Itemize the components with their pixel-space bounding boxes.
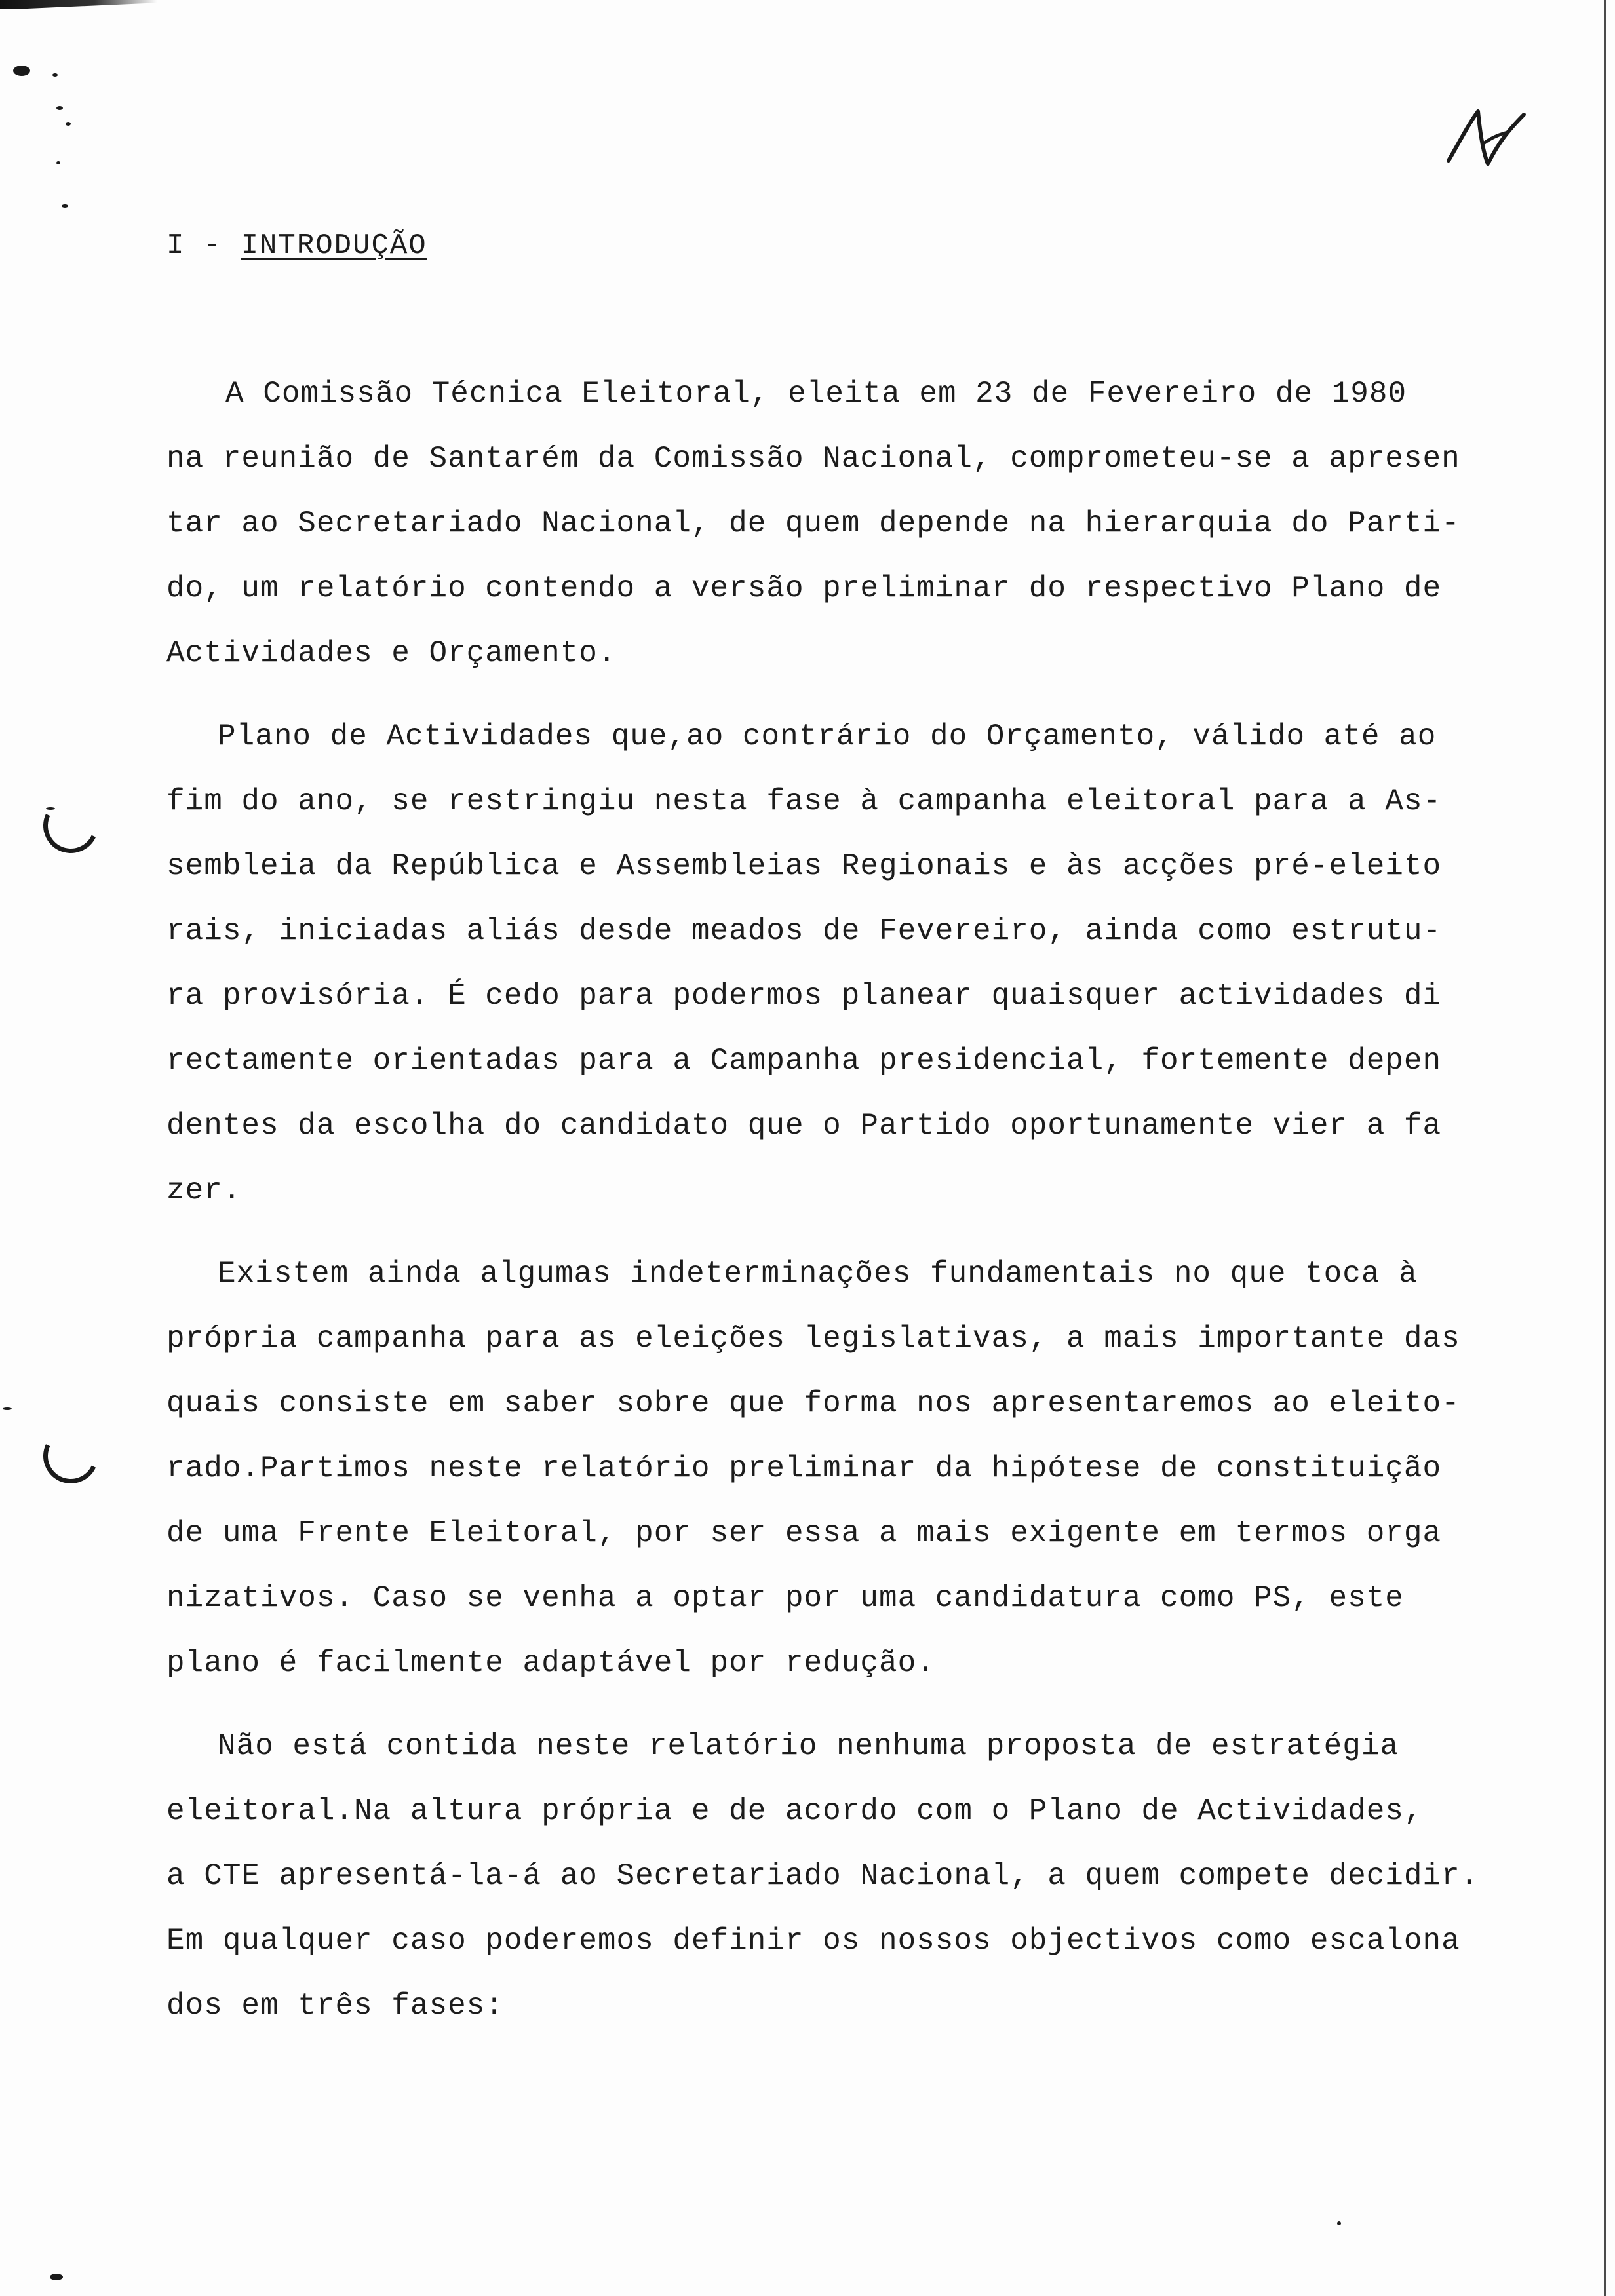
text-line: Não está contida neste relatório nenhuma proposta de estratégia <box>218 1729 1399 1763</box>
scan-speck <box>1337 2221 1341 2225</box>
text-line: eleitoral.Na altura própria e de acordo com o Plano de Actividades, <box>166 1794 1423 1828</box>
handwritten-initials <box>1442 98 1534 177</box>
punch-hole-mark <box>35 1421 106 1491</box>
text-line: na reunião de Santarém da Comissão Nacional, comprometeu-se a apresen <box>166 442 1460 476</box>
paragraph <box>166 362 1530 686</box>
paragraph <box>166 704 1530 1223</box>
heading-title: INTRODUÇÃO <box>241 229 427 262</box>
text-line: Actividades e Orçamento. <box>166 636 617 670</box>
text-line: rais, iniciadas aliás desde meados de Fevereiro, ainda como estrutu- <box>166 914 1442 948</box>
text-line: rado.Partimos neste relatório preliminar da hipótese de constituição <box>166 1451 1442 1485</box>
text-line: sembleia da República e Assembleias Regionais e às acções pré-eleito <box>166 849 1442 883</box>
text-line: dos em três fases: <box>166 1989 504 2023</box>
initials-signature <box>1442 98 1534 177</box>
text-line: a CTE apresentá-la-á ao Secretariado Nacional, a quem compete decidir. <box>166 1859 1479 1893</box>
scan-speck <box>62 204 68 208</box>
paragraph <box>166 1714 1530 2038</box>
page-edge-line <box>1604 0 1606 2296</box>
scan-speck <box>56 106 63 110</box>
section-heading <box>166 229 427 262</box>
scan-edge-artifact <box>0 0 157 9</box>
scan-speck <box>56 161 60 164</box>
text-line: A Comissão Técnica Eleitoral, eleita em 23 de Fevereiro de 1980 <box>225 377 1407 411</box>
scan-speck <box>3 1407 12 1410</box>
text-line: zer. <box>166 1174 242 1208</box>
scan-speck <box>52 73 58 77</box>
text-line: de uma Frente Eleitoral, por ser essa a mais exigente em termos orga <box>166 1516 1442 1550</box>
document-body <box>166 362 1530 2057</box>
scan-speck <box>50 2274 63 2280</box>
text-line: fim do ano, se restringiu nesta fase à campanha eleitoral para a As- <box>166 784 1442 818</box>
text-line: quais consiste em saber sobre que forma nos apresentaremos ao eleito- <box>166 1387 1460 1421</box>
text-line: própria campanha para as eleições legislativas, a mais importante das <box>166 1322 1460 1356</box>
scan-speck <box>13 66 30 76</box>
text-line: ra provisória. É cedo para podermos planear quaisquer actividades di <box>166 979 1442 1013</box>
text-line: rectamente orientadas para a Campanha presidencial, fortemente depen <box>166 1044 1442 1078</box>
paragraph <box>166 1242 1530 1696</box>
text-line: dentes da escolha do candidato que o Partido oportunamente vier a fa <box>166 1109 1442 1143</box>
text-line: Plano de Actividades que,ao contrário do Orçamento, válido até ao <box>218 719 1437 754</box>
punch-hole-mark <box>35 790 106 861</box>
text-line: nizativos. Caso se venha a optar por uma candidatura como PS, este <box>166 1581 1404 1615</box>
scan-speck <box>66 122 71 126</box>
heading-number: I - <box>166 229 241 262</box>
text-line: tar ao Secretariado Nacional, de quem depende na hierarquia do Parti- <box>166 507 1460 541</box>
text-line: do, um relatório contendo a versão preliminar do respectivo Plano de <box>166 571 1442 605</box>
text-line: Existem ainda algumas indeterminações fundamentais no que toca à <box>218 1257 1418 1291</box>
text-line: Em qualquer caso poderemos definir os nossos objectivos como escalona <box>166 1924 1460 1958</box>
text-line: plano é facilmente adaptável por redução. <box>166 1646 935 1680</box>
